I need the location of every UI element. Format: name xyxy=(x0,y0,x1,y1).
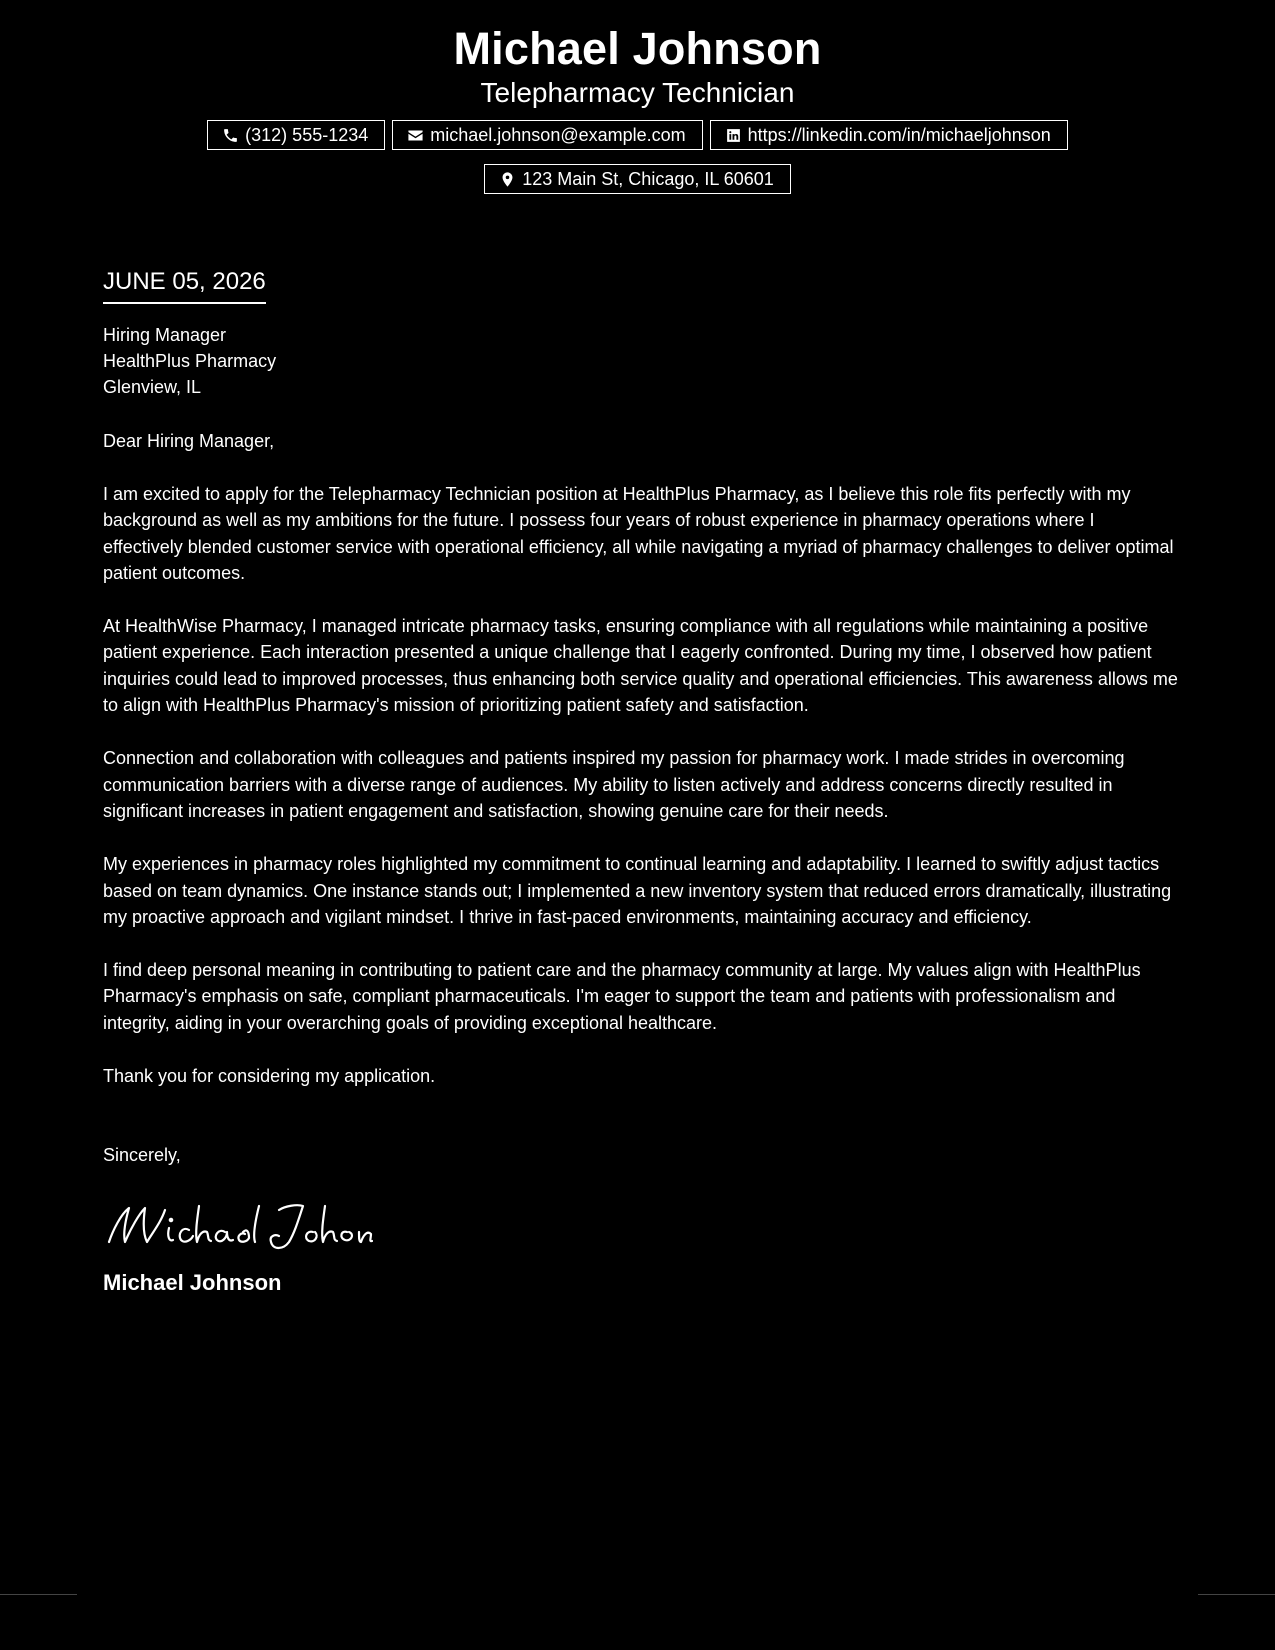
letter-header xyxy=(0,0,1275,194)
applicant-name: Michael Johnson xyxy=(453,23,822,74)
contact-address xyxy=(484,164,791,194)
body-paragraph: I am excited to apply for the Telepharmacy Technician position at HealthPlus Pharmacy, as I believe this role fits perfectly with my background as well as my ambitions for the future. I possess four years of robust experience in pharmacy operations where I effectively blended customer service with operational efficiency, all while navigating a myriad of pharmacy challenges to deliver optimal patient outcomes. xyxy=(103,484,1174,583)
recipient-company: HealthPlus Pharmacy xyxy=(103,351,277,371)
contact-linkedin[interactable] xyxy=(710,120,1068,150)
letter-body xyxy=(103,266,1178,1298)
address-text: 123 Main St, Chicago, IL 60601 xyxy=(522,169,774,189)
salutation: Dear Hiring Manager, xyxy=(103,431,275,451)
phone-icon xyxy=(222,127,239,144)
body-paragraph: My experiences in pharmacy roles highlighted my commitment to continual learning and adaptability. I learned to swiftly adjust tactics based on team dynamics. One instance stands out; I implemented a new inventory system that reduced errors dramatically, illustrating my proactive approach and vigilant mindset. I thrive in fast-paced environments, maintaining accuracy and efficiency. xyxy=(103,854,1172,927)
email-text[interactable]: michael.johnson@example.com xyxy=(430,125,686,145)
recipient-location: Glenview, IL xyxy=(103,377,202,397)
recipient-name: Hiring Manager xyxy=(103,325,227,345)
body-paragraph: I find deep personal meaning in contributing to patient care and the pharmacy community at large. My values align with HealthPlus Pharmacy's emphasis on safe, compliant pharmaceuticals. I'm eager to support the team and patients with professionalism and integrity, aiding in your overarching goals of providing exceptional healthcare. xyxy=(103,960,1141,1033)
body-paragraph: At HealthWise Pharmacy, I managed intricate pharmacy tasks, ensuring compliance with all regulations while maintaining a positive patient experience. Each interaction presented a unique challenge that I eagerly confronted. During my time, I observed how patient inquiries could lead to improved processes, thus enhancing both service quality and operational efficiencies. This awareness allows me to align with HealthPlus Pharmacy's mission of prioritizing patient safety and satisfaction. xyxy=(103,616,1178,716)
contact-list xyxy=(0,120,1275,194)
map-marker-icon xyxy=(499,171,516,188)
body-paragraph: Connection and collaboration with colleagues and patients inspired my passion for pharmacy work. I made strides in overcoming communication barriers with a diverse range of audiences. My ability to listen actively and address concerns directly resulted in significant increases in patient engagement and satisfaction, showing genuine care for their needs. xyxy=(103,748,1125,821)
applicant-title: Telepharmacy Technician xyxy=(480,77,795,108)
closing: Sincerely, xyxy=(103,1145,181,1166)
signed-name: Michael Johnson xyxy=(103,1270,282,1296)
linkedin-text[interactable]: https://linkedin.com/in/michaeljohnson xyxy=(747,125,1051,145)
phone-text: (312) 555-1234 xyxy=(245,125,369,145)
handwritten-signature xyxy=(103,1192,1178,1258)
letter-date: JUNE 05, 2026 xyxy=(103,266,266,304)
contact-email[interactable] xyxy=(392,120,702,150)
body-paragraph: Thank you for considering my application. xyxy=(103,1066,436,1087)
linkedin-icon xyxy=(725,127,742,144)
recipient-block xyxy=(103,322,1178,400)
envelope-icon xyxy=(407,127,424,144)
footer-rule-right xyxy=(1198,1594,1275,1595)
contact-phone xyxy=(207,120,385,150)
footer-rule-left xyxy=(0,1594,77,1595)
